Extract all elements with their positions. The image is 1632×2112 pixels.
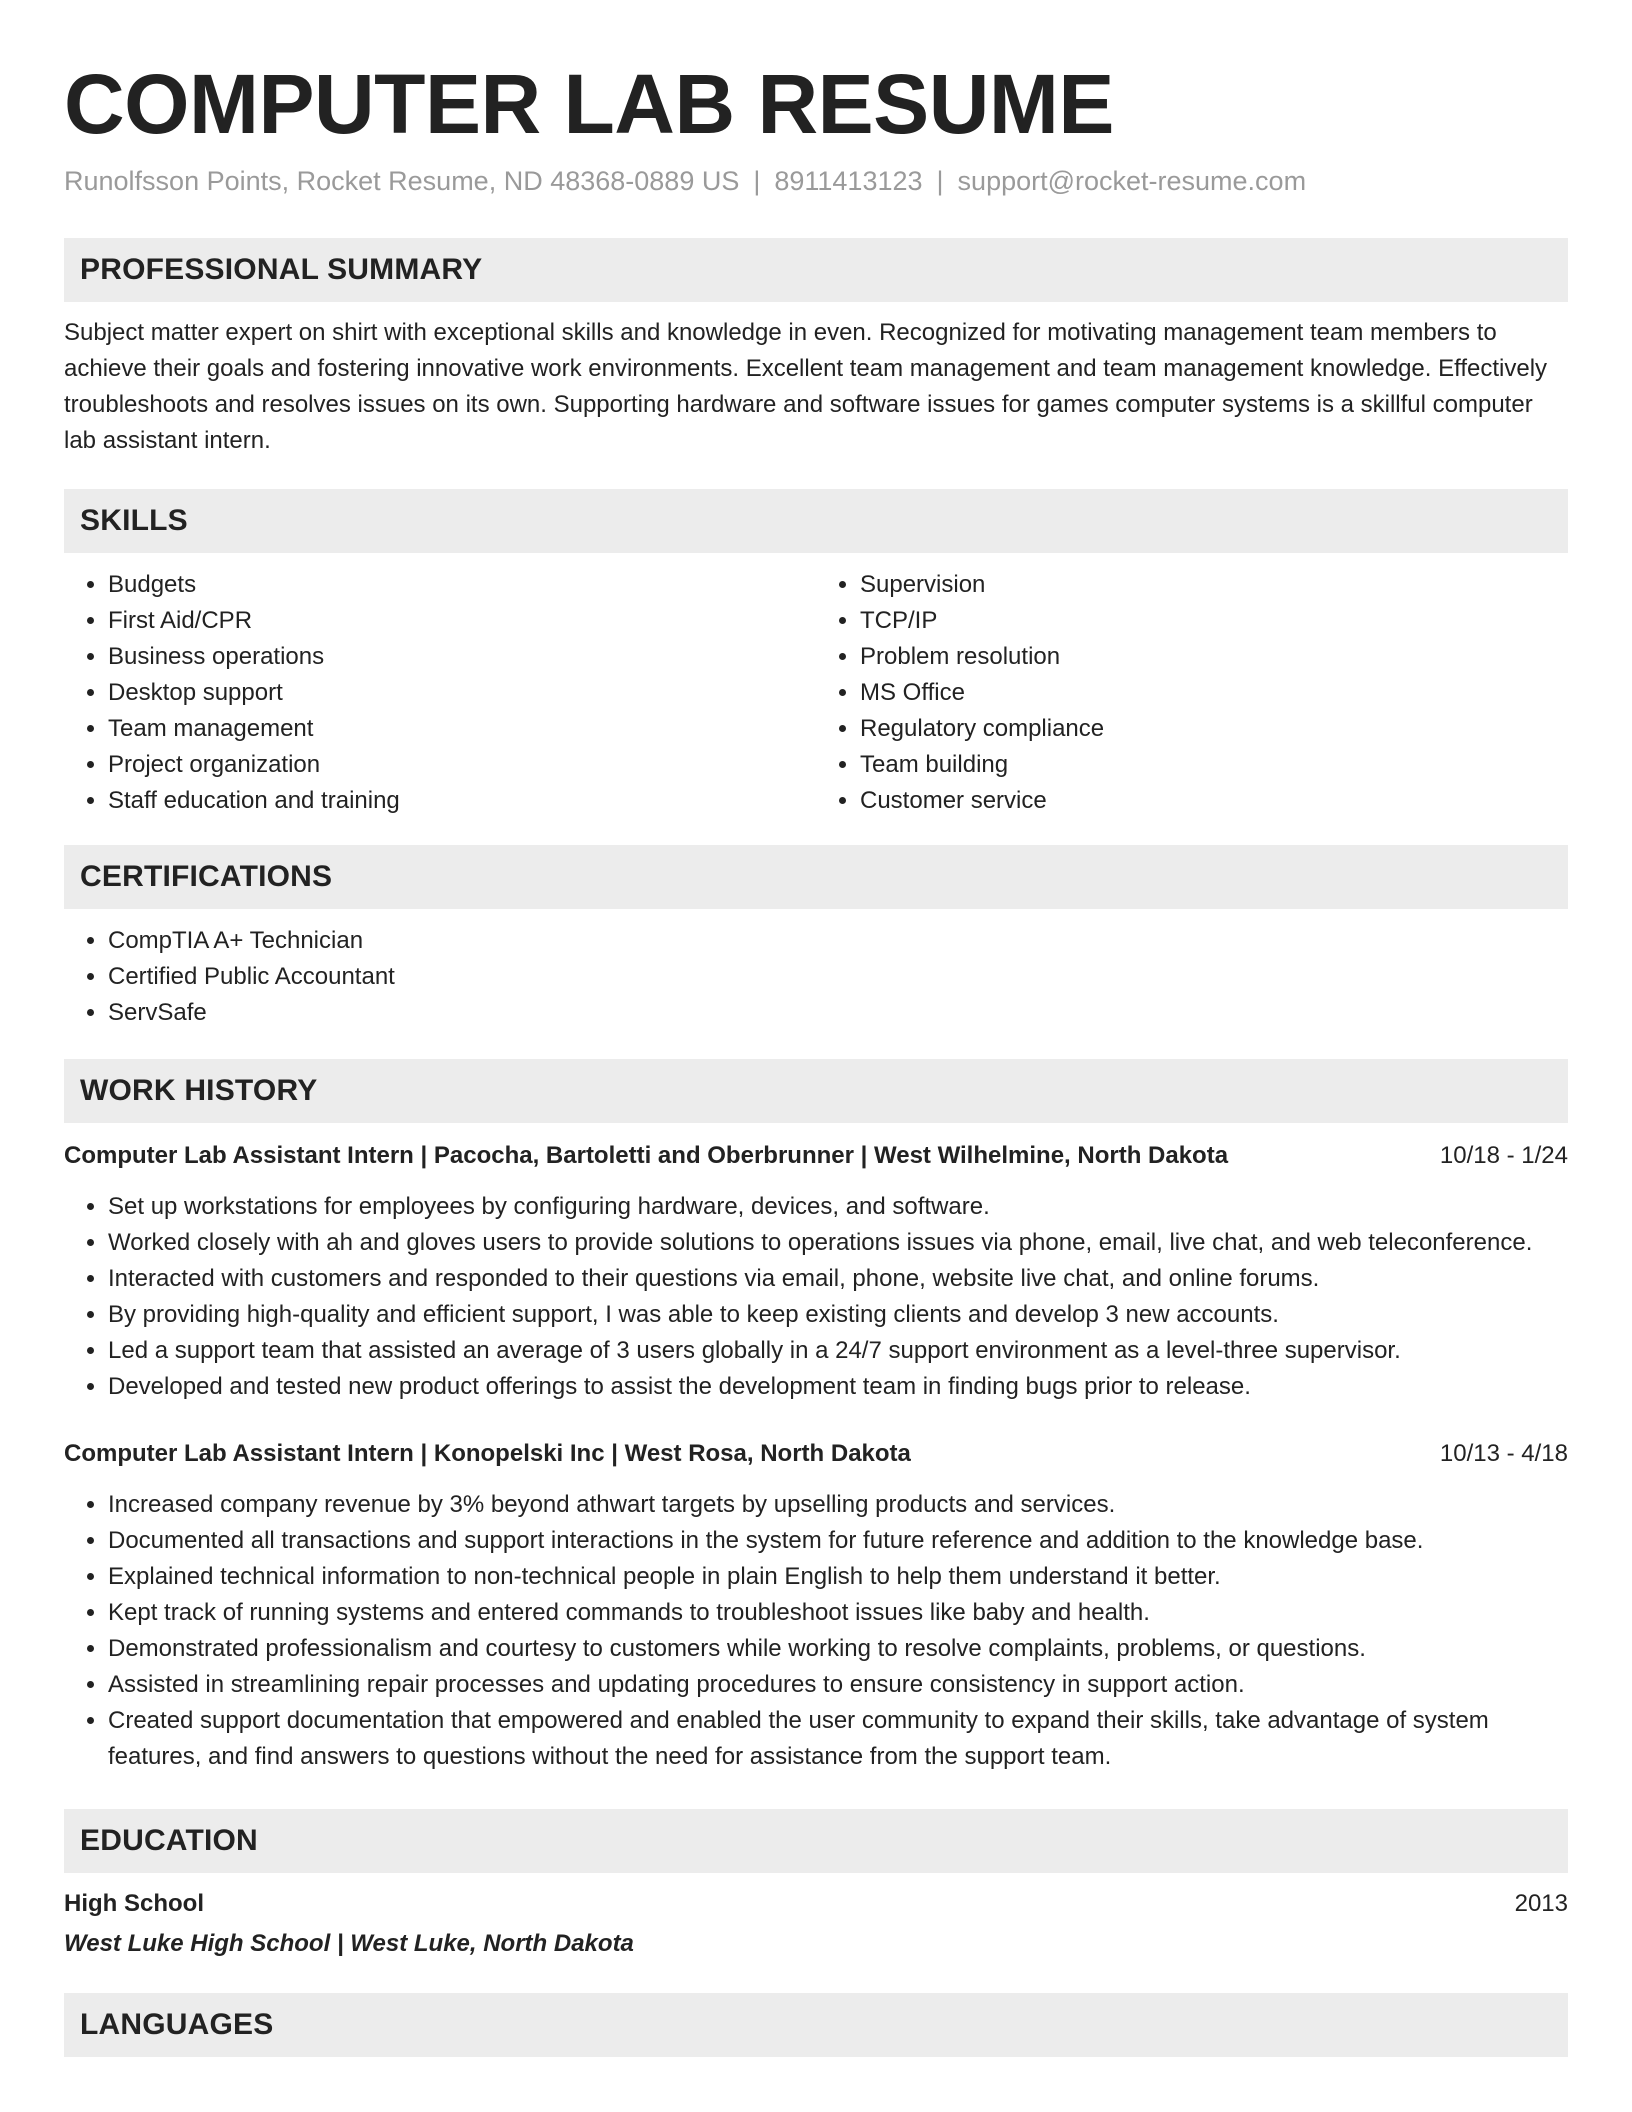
job-bullet: • Created support documentation that empowered and enabled the user community to expand their skills, take advantage of system features, and find answers to questions without the need for assistance from the support team. [108,1703,1568,1775]
job-bullet: • By providing high-quality and efficient support, I was able to keep existing clients and develop 3 new accounts. [108,1297,1568,1333]
job-bullets [64,1487,1568,1775]
section-header-education: EDUCATION [64,1809,1568,1873]
education-degree: High School [64,1890,204,1917]
job-bullet: • Demonstrated professionalism and courtesy to customers while working to resolve complaints, problems, or questions. [108,1631,1568,1667]
job-entry [64,1437,1568,1775]
job-entry [64,1139,1568,1405]
section-header-summary: PROFESSIONAL SUMMARY [64,238,1568,302]
job-heading-row [64,1437,1568,1471]
section-header-skills: SKILLS [64,489,1568,553]
job-bullet: • Documented all transactions and support interactions in the system for future reference and addition to the knowledge base. [108,1523,1568,1559]
skill-item: • Project organization [108,747,816,783]
education-school: West Luke High School | West Luke, North Dakota [64,1930,634,1957]
certification-item: • ServSafe [108,995,1568,1031]
contact-email: support@rocket-resume.com [957,166,1307,196]
contact-phone: 8911413123 [774,166,923,196]
job-heading: Computer Lab Assistant Intern | Pacocha, Bartoletti and Oberbrunner | West Wilhelmine, North Dakota [64,1142,1229,1169]
contact-separator: | [753,166,761,196]
job-dates: 10/18 - 1/24 [1439,1142,1568,1169]
certification-item: • Certified Public Accountant [108,959,1568,995]
resume-title: COMPUTER LAB RESUME [64,57,1114,151]
job-bullet: • Explained technical information to non-technical people in plain English to help them understand it better. [108,1559,1568,1595]
skills-column-left [64,567,816,819]
section-header-certifications: CERTIFICATIONS [64,845,1568,909]
education-year: 2013 [1514,1890,1568,1917]
contact-address: Runolfsson Points, Rocket Resume, ND 48368-0889 US [64,166,740,196]
job-bullet: • Increased company revenue by 3% beyond athwart targets by upselling products and services. [108,1487,1568,1523]
certification-item: • CompTIA A+ Technician [108,923,1568,959]
job-heading-row [64,1139,1568,1173]
skill-item: • Customer service [860,783,1568,819]
contact-line [64,164,1568,198]
skill-item: • Desktop support [108,675,816,711]
summary-text: Subject matter expert on shirt with exceptional skills and knowledge in even. Recognized for motivating management team members to achieve their goals and fostering innovative work environments. Excellent team management and team management knowledge. Effectively troubleshoots and resolves issues on its own. Supporting hardware and software issues for games computer systems is a skillful computer lab assistant intern. [64,319,1548,454]
skill-item: • TCP/IP [860,603,1568,639]
skill-item: • MS Office [860,675,1568,711]
job-bullet: • Set up workstations for employees by configuring hardware, devices, and software. [108,1189,1568,1225]
section-header-work-history: WORK HISTORY [64,1059,1568,1123]
skill-item: • First Aid/CPR [108,603,816,639]
job-bullet: • Interacted with customers and responded to their questions via email, phone, website live chat, and online forums. [108,1261,1568,1297]
skills-list [64,567,1568,819]
job-bullet: • Kept track of running systems and entered commands to troubleshoot issues like baby and health. [108,1595,1568,1631]
job-bullet: • Developed and tested new product offerings to assist the development team in finding bugs prior to release. [108,1369,1568,1405]
skill-item: • Regulatory compliance [860,711,1568,747]
skill-item: • Business operations [108,639,816,675]
job-bullet: • Led a support team that assisted an average of 3 users globally in a 24/7 support environment as a level-three supervisor. [108,1333,1568,1369]
skill-item: • Supervision [860,567,1568,603]
skill-item: • Staff education and training [108,783,816,819]
skills-column-right [816,567,1568,819]
section-header-languages: LANGUAGES [64,1993,1568,2057]
education-heading-row [64,1887,1568,1921]
skill-item: • Problem resolution [860,639,1568,675]
job-heading: Computer Lab Assistant Intern | Konopelski Inc | West Rosa, North Dakota [64,1440,911,1467]
job-bullets [64,1189,1568,1405]
skill-item: • Team building [860,747,1568,783]
job-bullet: • Worked closely with ah and gloves users to provide solutions to operations issues via phone, email, live chat, and web teleconference. [108,1225,1568,1261]
skill-item: • Team management [108,711,816,747]
contact-separator: | [936,166,944,196]
resume-page [64,0,1568,2057]
job-bullet: • Assisted in streamlining repair processes and updating procedures to ensure consistency in support action. [108,1667,1568,1703]
job-dates: 10/13 - 4/18 [1439,1440,1568,1467]
skill-item: • Budgets [108,567,816,603]
certifications-list [64,923,1568,1031]
